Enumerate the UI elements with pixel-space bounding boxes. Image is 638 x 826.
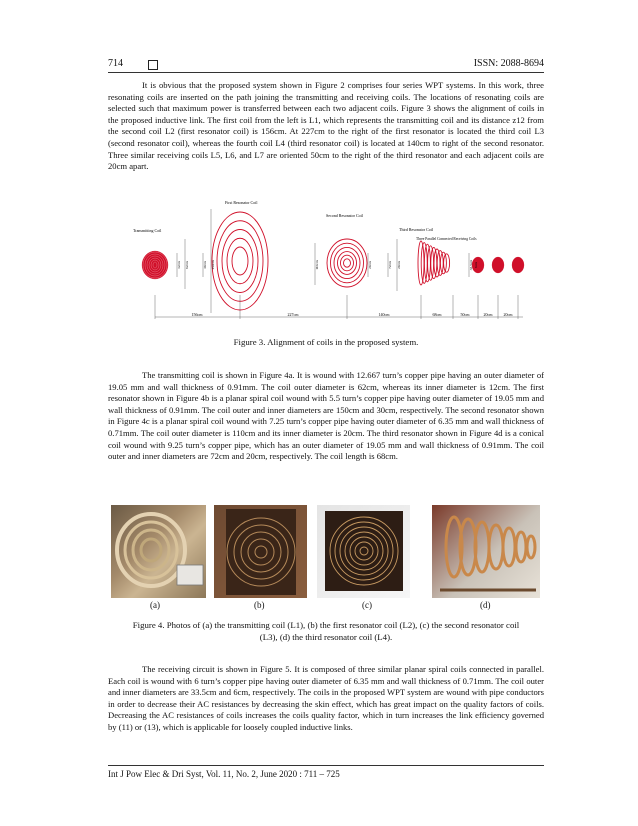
dim-227: 227cm [287, 312, 299, 317]
figure-3-caption: Figure 3. Alignment of coils in the proposed system. [233, 337, 419, 347]
paragraph-3: The receiving circuit is shown in Figure 5. It is composed of three similar planar spiral coils connected in parallel. Each coil is wound with 6 turn’s copper pipe having outer diameter of 6.35 mm and wall thickness of 0.71mm. The coil outer and inner diameters are 33.5cm and 6cm, respectively. The coils in the proposed WPT system are wound with pipe conductors in order to decrease their AC resistances by decreasing the skin effect, which has great impact on the quality factors of coils. Decreasing the AC resistances of coils increases the coils quality factor, which in turn increases the link efficiency governed by (11) or (13), which is applicable for loosely coupled inductive links. [108, 664, 544, 732]
label-transmitting-coil: Transmitting Coil [133, 228, 162, 233]
figure-3-coil-alignment [125, 195, 525, 323]
label-second-resonator: Second Resonator Coil [326, 213, 363, 218]
dim-v7: 72cm [388, 261, 392, 269]
photo-transmitting-coil [111, 505, 206, 598]
r1-coil-turn [217, 221, 263, 302]
photo-label-a: (a) [150, 600, 160, 610]
r1-coil-turn [227, 238, 253, 284]
dim-v3: 30cm [203, 261, 207, 269]
coil-photo-c-icon [317, 505, 410, 598]
dim-v1: 12cm [177, 261, 181, 269]
dim-20a: 20cm [483, 312, 493, 317]
dim-v8: 20cm [397, 261, 401, 269]
dim-v6: 20cm [368, 261, 372, 269]
footer-citation: Int J Pow Elec & Dri Syst, Vol. 11, No. 2, June 2020 : 711 – 725 [108, 769, 340, 779]
label-receiving-coils: Three Parallel Connected Receiving Coils [416, 237, 477, 241]
header-rule [108, 72, 544, 73]
photo-third-resonator [432, 505, 540, 598]
r2-coil-turn [344, 259, 351, 267]
dim-156: 156cm [191, 312, 203, 317]
r1-coil-turn [232, 247, 248, 275]
issn-label: ISSN: 2088-8694 [473, 58, 544, 69]
checkbox-square-icon [148, 60, 158, 70]
rx-coil-disc [492, 257, 504, 273]
dim-v2: 62cm [185, 261, 189, 269]
dim-v9: 33.5cm [469, 259, 473, 271]
paragraph-1: It is obvious that the proposed system shown in Figure 2 comprises four series WPT systems. In this work, three resonating coils are inserted on the path joining the transmitting and receiving coils. The locations of resonating coils are selected such that maximum power is transferred between each two adjacent coils. Figure 3 shows the alignment of coils in the proposed inductive link. The first coil from the left is L1, which represents the transmitting coil and its distance z12 from the second coil L2 (first resonator coil) is 156cm. At 227cm to the right of the first resonator is located the third coil L3 (second resonator coil), whereas the fourth coil L4 (third resonator coil) is located at 140cm to right of the second resonator. Three similar receiving coils L5, L6, and L7 are oriented 50cm to the right of the third resonator and each adjacent coils are 20cm apart. [108, 80, 544, 172]
dim-v4: 150cm [211, 260, 215, 270]
photo-first-resonator [214, 505, 307, 598]
coil-photo-a-icon [111, 505, 206, 598]
r2-coil-turn [341, 255, 354, 271]
coil-group [142, 212, 524, 310]
tx-coil-disc [142, 251, 168, 279]
coil-photo-d-icon [432, 505, 540, 598]
footer-rule [108, 765, 544, 766]
rx-coil-disc [512, 257, 524, 273]
dim-50: 50cm [460, 312, 470, 317]
dim-20b: 20cm [503, 312, 513, 317]
dim-140: 140cm [378, 312, 390, 317]
dim-v5: 110cm [315, 260, 319, 270]
r2-coil-turn [331, 243, 364, 283]
r2-coil-turn [327, 239, 367, 287]
dim-v10: 6cm [474, 261, 478, 269]
page-header [108, 58, 544, 72]
page-number: 714 [108, 58, 123, 69]
label-first-resonator: First Resonator Coil [225, 200, 258, 205]
photo-second-resonator [317, 505, 410, 598]
figure-4-caption-line2: (L3), (d) the third resonator coil (L4). [259, 632, 393, 642]
photo-label-c: (c) [362, 600, 372, 610]
coil-photo-b-icon [214, 505, 307, 598]
photo-label-b: (b) [254, 600, 265, 610]
label-third-resonator: Third Resonator Coil [399, 227, 433, 232]
figure-4-caption-line1: Figure 4. Photos of (a) the transmitting coil (L1), (b) the first resonator coil (L2), (c) the second resonator coil [132, 620, 520, 630]
dim-68: 68cm [432, 312, 442, 317]
photo-label-d: (d) [480, 600, 491, 610]
paragraph-2: The transmitting coil is shown in Figure 4a. It is wound with 12.667 turn’s copper pipe having an outer diameter of 19.05 mm and wall thickness of 0.91mm. The coil outer diameter is 62cm, whereas its inner diameter is 12cm. The first resonator shown in Figure 4b is a planar spiral coil wound with 5.5 turn’s copper pipe having outer diameter of 19.05 mm and wall thickness of 0.91mm. The coil outer and inner diameters are 150cm and 30cm, respectively. The second resonator shown in Figure 4c is a planar spiral coil wound with 7.25 turn’s copper pipe having outer diameter of 6.35 mm and wall thickness of 0.71mm. The coil outer diameter is 110cm and its inner diameter is 20cm. The third resonator shown in Figure 4d is a conical coil wound with 9.25 turn’s copper pipe, which has an outer diameter of 19.05 mm and wall thickness of 0.91mm. The coil outer and inner diameters are 72cm and 20cm, respectively. The coil length is 68cm. [108, 370, 544, 462]
